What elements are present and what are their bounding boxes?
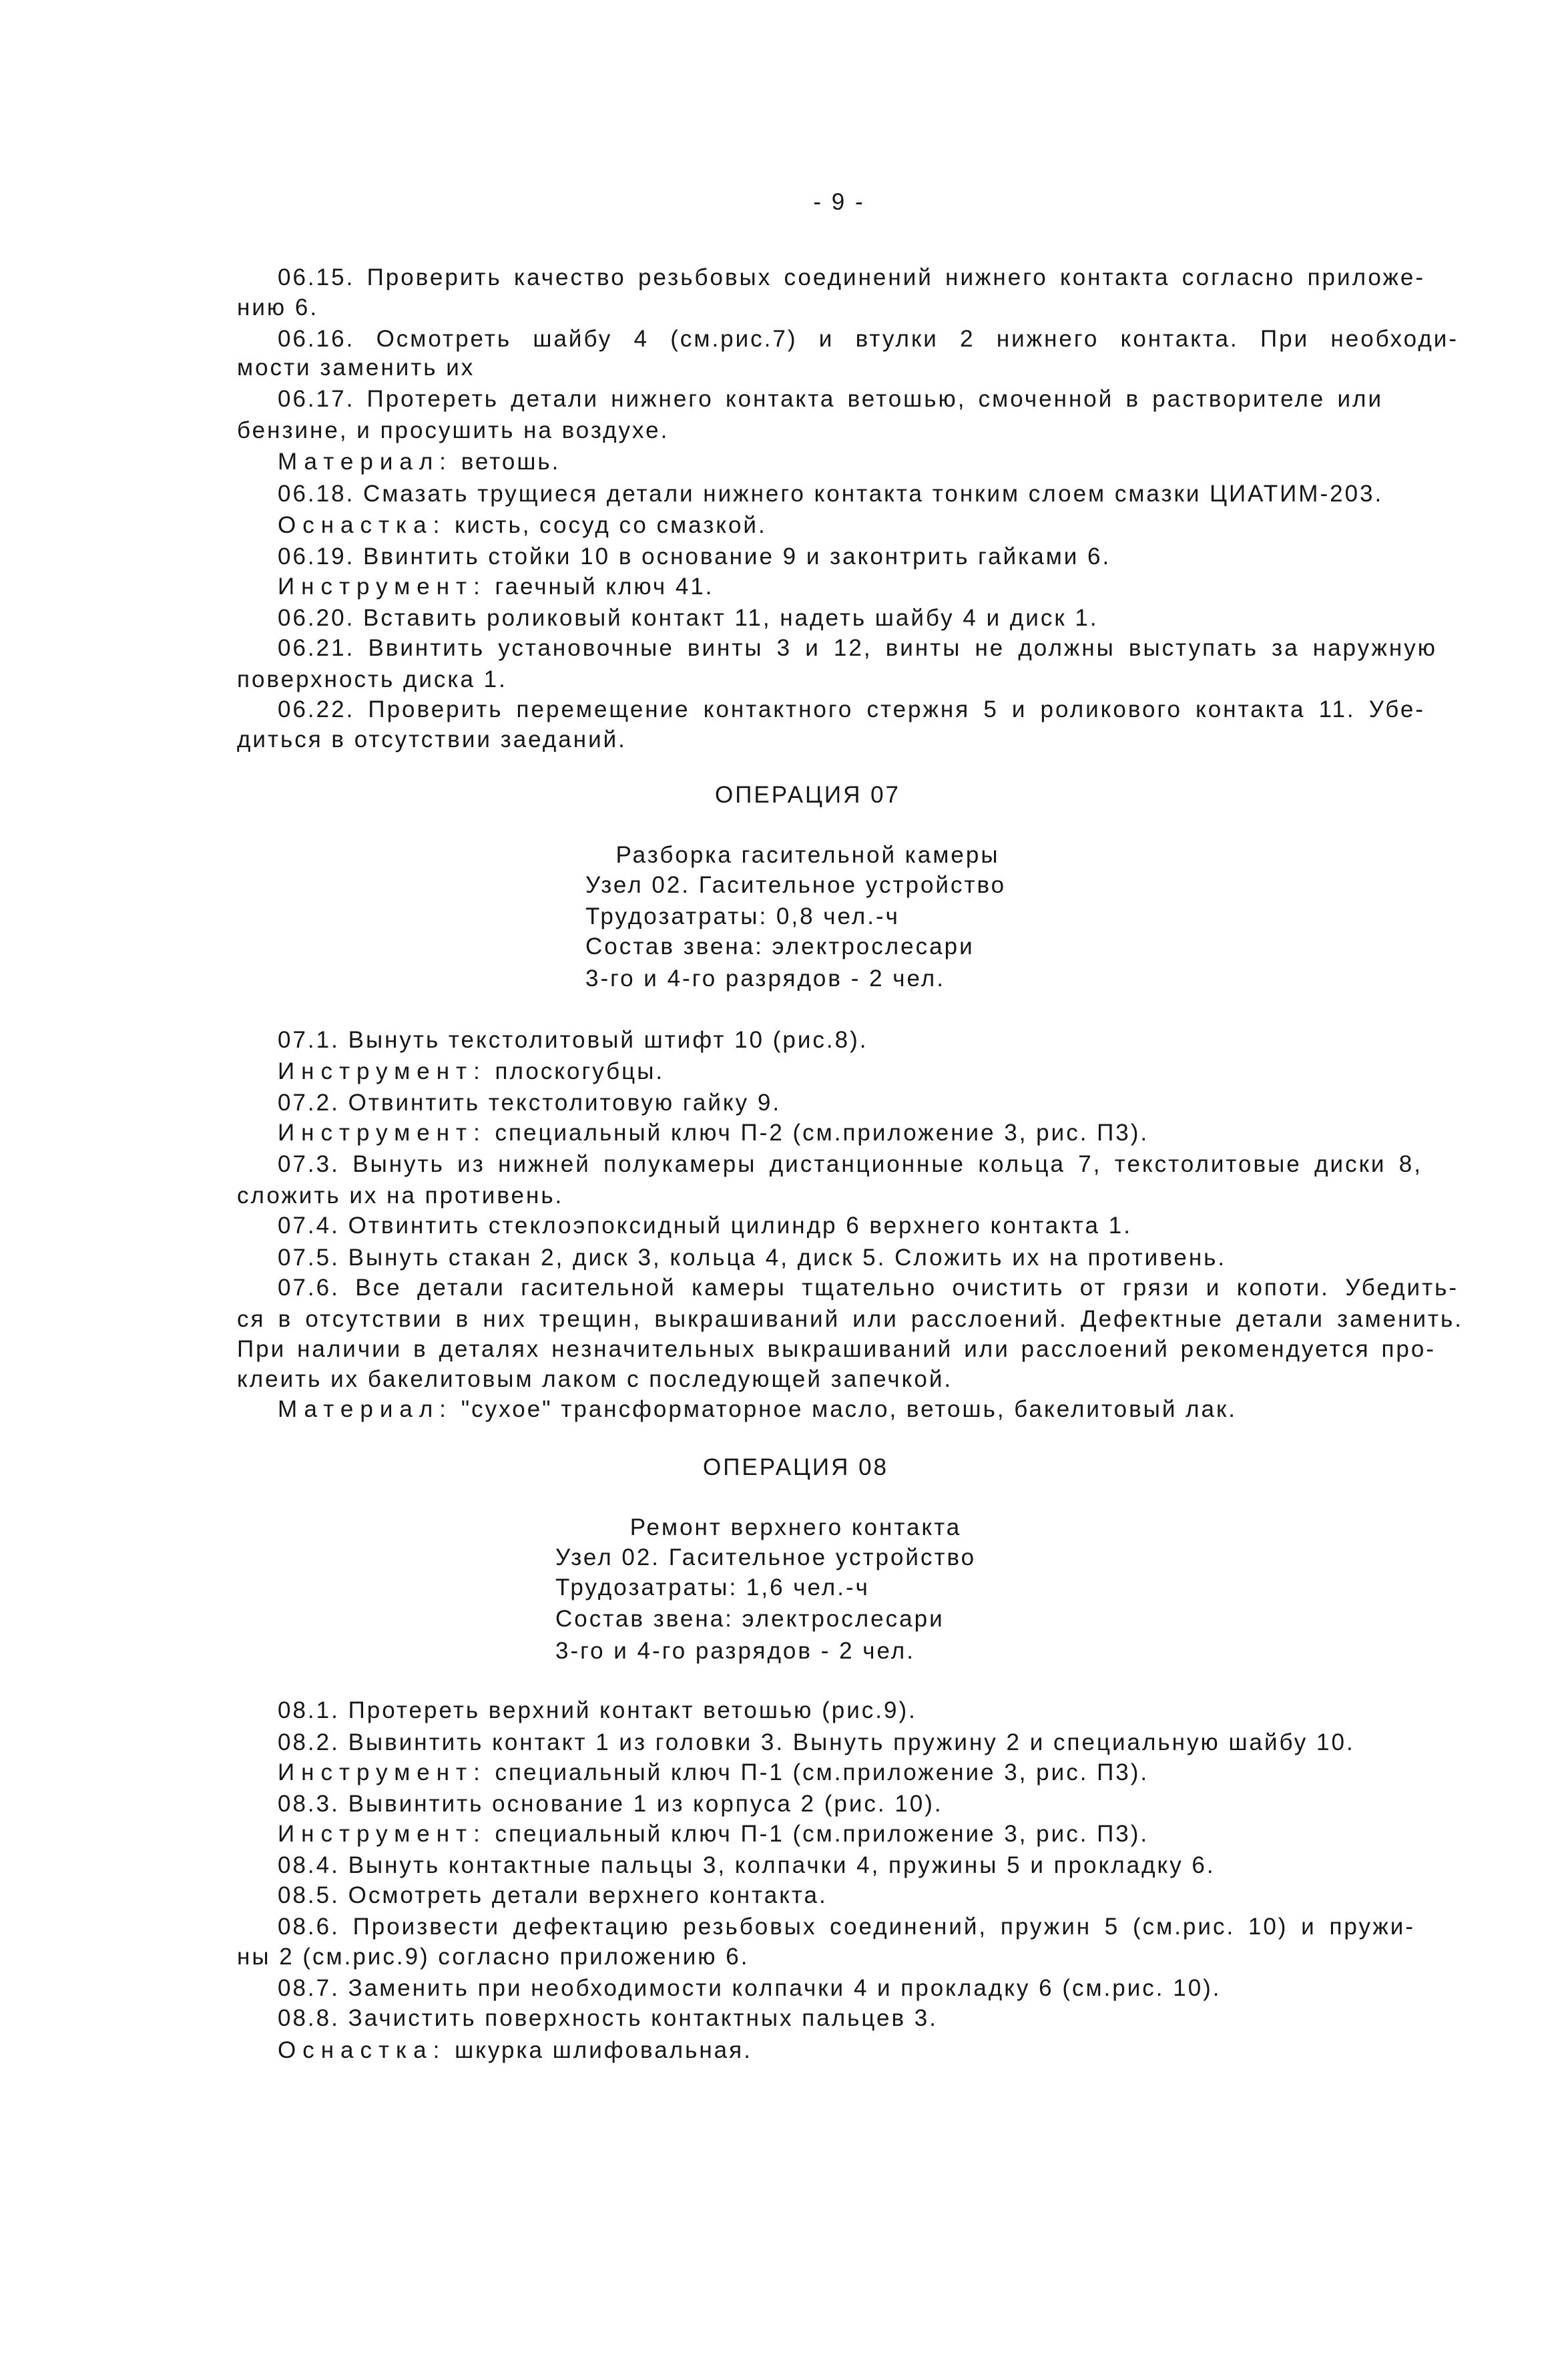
tool-label: Инструмент: <box>278 1120 487 1146</box>
step-text: Проверить качество резьбовых соединений нижнего контакта согласно приложе- <box>366 264 1425 290</box>
operation-07-labor: Трудозатраты: 0,8 чел.-ч <box>585 903 900 929</box>
step-number: 06.19. <box>278 544 355 570</box>
step-06-17-line-1 <box>278 384 1383 415</box>
step-number: 06.18. <box>278 481 355 507</box>
step-text: Вынуть текстолитовый штифт 10 (рис.8). <box>348 1027 868 1053</box>
equipment-label: Оснастка: <box>278 2037 447 2063</box>
material-value: "сухое" трансформаторное масло, ветошь, бакелитовый лак. <box>461 1396 1238 1422</box>
step-number: 08.3. <box>278 1791 340 1817</box>
step-06-22-line-1 <box>278 694 1425 725</box>
step-07-6-line-3: При наличии в деталях незначительных выкрашиваний или расслоений рекомендуется про- <box>237 1336 1436 1362</box>
step-number: 08.2. <box>278 1729 340 1755</box>
tool-value: специальный ключ П-1 (см.приложение 3, рис. П3). <box>495 1821 1149 1847</box>
step-text: Заменить при необходимости колпачки 4 и прокладку 6 (см.рис. 10). <box>348 1975 1222 2001</box>
material-value: ветошь. <box>461 449 561 475</box>
step-number: 06.16. <box>278 326 355 352</box>
step-number: 08.8. <box>278 2005 340 2031</box>
step-06-22-line-2: диться в отсутствии заеданий. <box>237 726 627 753</box>
step-08-2-line-1 <box>278 1727 1355 1758</box>
tool-label: Инструмент: <box>278 1821 487 1847</box>
operation-08-crew: Состав звена: электрослесари <box>555 1606 945 1632</box>
step-06-21-line-1 <box>278 633 1437 664</box>
operation-08-name: Ремонт верхнего контакта <box>629 1514 962 1540</box>
step-06-19-tool <box>278 572 714 602</box>
tool-value: гаечный ключ 41. <box>495 574 714 600</box>
step-08-3-tool <box>278 1819 1149 1850</box>
step-text: Ввинтить стойки 10 в основание 9 и законтрить гайками 6. <box>363 544 1111 570</box>
step-06-18-line-1 <box>278 479 1383 509</box>
step-text: Осмотреть шайбу 4 (см.рис.7) и втулки 2 нижнего контакта. При необходи- <box>376 326 1459 352</box>
step-number: 08.1. <box>278 1697 340 1723</box>
step-07-2-tool <box>278 1118 1149 1148</box>
step-text: Вывинтить основание 1 из корпуса 2 (рис. 10). <box>348 1791 943 1817</box>
step-number: 07.5. <box>278 1245 340 1271</box>
step-number: 08.4. <box>278 1852 340 1878</box>
step-text: Вывинтить контакт 1 из головки 3. Вынуть пружину 2 и специальную шайбу 10. <box>348 1729 1355 1755</box>
step-06-16-line-1 <box>278 324 1459 355</box>
material-label: Материал: <box>278 449 453 475</box>
step-number: 08.5. <box>278 1882 340 1908</box>
step-text: Отвинтить текстолитовую гайку 9. <box>348 1090 782 1116</box>
tool-value: плоскогубцы. <box>495 1058 665 1084</box>
step-08-5-line-1 <box>278 1880 828 1911</box>
step-06-20-line-1 <box>278 603 1099 634</box>
step-number: 06.15. <box>278 264 355 290</box>
tool-value: специальный ключ П-1 (см.приложение 3, рис. П3). <box>495 1759 1149 1785</box>
operation-07-crew: Состав звена: электрослесари <box>585 933 975 959</box>
step-08-2-tool <box>278 1757 1149 1788</box>
step-text: Вынуть контактные пальцы 3, колпачки 4, пружины 5 и прокладку 6. <box>348 1852 1216 1878</box>
step-07-6-material <box>278 1394 1237 1425</box>
tool-label: Инструмент: <box>278 1058 487 1084</box>
step-text: Ввинтить установочные винты 3 и 12, винты не должны выступать за наружную <box>368 635 1437 661</box>
step-text: Вынуть стакан 2, диск 3, кольца 4, диск 5. Сложить их на противень. <box>348 1245 1227 1271</box>
step-number: 06.17. <box>278 386 355 412</box>
step-08-7-line-1 <box>278 1973 1222 2004</box>
tool-label: Инструмент: <box>278 1759 487 1785</box>
step-06-21-line-2: поверхность диска 1. <box>237 666 507 692</box>
step-text: Протереть верхний контакт ветошью (рис.9). <box>348 1697 917 1723</box>
equipment-value: шкурка шлифовальная. <box>455 2037 752 2063</box>
step-number: 07.2. <box>278 1090 340 1116</box>
operation-08-unit: Узел 02. Гасительное устройство <box>555 1544 977 1570</box>
step-08-1-line-1 <box>278 1695 917 1726</box>
tool-label: Инструмент: <box>278 574 487 600</box>
step-08-6-line-1 <box>278 1912 1415 1942</box>
step-08-8-line-1 <box>278 2003 938 2034</box>
step-text: Все детали гасительной камеры тщательно очистить от грязи и копоти. Убедить- <box>355 1275 1459 1301</box>
step-number: 06.21. <box>278 635 355 661</box>
step-number: 07.3. <box>278 1151 340 1177</box>
step-07-1-tool <box>278 1056 664 1087</box>
step-07-3-line-2: сложить их на противень. <box>237 1183 564 1209</box>
step-07-6-line-4: клеить их бакелитовым лаком с последующей запечкой. <box>237 1366 953 1392</box>
step-number: 08.6. <box>278 1914 340 1940</box>
step-06-15-line-1 <box>278 262 1425 293</box>
step-text: Произвести дефектацию резьбовых соединений, пружин 5 (см.рис. 10) и пружи- <box>352 1914 1415 1940</box>
step-number: 07.1. <box>278 1027 340 1053</box>
step-text: Смазать трущиеся детали нижнего контакта тонким слоем смазки ЦИАТИМ-203. <box>363 481 1384 507</box>
page-number: - 9 - <box>813 189 865 215</box>
operation-08-title: ОПЕРАЦИЯ 08 <box>702 1454 889 1480</box>
step-number: 07.6. <box>278 1275 340 1301</box>
equipment-label: Оснастка: <box>278 512 447 538</box>
step-08-6-line-2: ны 2 (см.рис.9) согласно приложению 6. <box>237 1944 750 1970</box>
step-06-17-material <box>278 447 560 477</box>
step-07-2-line-1 <box>278 1088 781 1118</box>
step-number: 07.4. <box>278 1213 340 1239</box>
step-07-1-line-1 <box>278 1025 868 1056</box>
step-08-3-line-1 <box>278 1789 943 1820</box>
step-06-15-line-2: нию 6. <box>237 294 319 320</box>
step-text: Вынуть из нижней полукамеры дистанционные кольца 7, текстолитовые диски 8, <box>352 1151 1422 1177</box>
operation-07-grades: 3-го и 4-го разрядов - 2 чел. <box>585 966 945 992</box>
step-06-17-line-2: бензине, и просушить на воздухе. <box>237 417 670 443</box>
step-text: Осмотреть детали верхнего контакта. <box>348 1882 828 1908</box>
step-text: Вставить роликовый контакт 11, надеть шайбу 4 и диск 1. <box>363 605 1099 631</box>
step-07-5-line-1 <box>278 1243 1226 1273</box>
operation-07-name: Разборка гасительной камеры <box>615 842 1000 868</box>
operation-07-title: ОПЕРАЦИЯ 07 <box>714 782 901 808</box>
step-number: 06.20. <box>278 605 355 631</box>
operation-08-grades: 3-го и 4-го разрядов - 2 чел. <box>555 1638 915 1664</box>
step-number: 06.22. <box>278 696 355 722</box>
step-06-16-line-2: мости заменить их <box>237 355 475 381</box>
step-08-4-line-1 <box>278 1850 1216 1881</box>
material-label: Материал: <box>278 1396 453 1422</box>
step-08-8-equipment <box>278 2035 752 2066</box>
step-07-4-line-1 <box>278 1211 1132 1241</box>
step-06-18-equipment <box>278 510 767 541</box>
operation-07-unit: Узел 02. Гасительное устройство <box>585 872 1007 898</box>
step-07-6-line-1 <box>278 1273 1459 1303</box>
step-number: 08.7. <box>278 1975 340 2001</box>
step-06-19-line-1 <box>278 542 1111 572</box>
tool-value: специальный ключ П-2 (см.приложение 3, рис. П3). <box>495 1120 1149 1146</box>
equipment-value: кисть, сосуд со смазкой. <box>455 512 767 538</box>
operation-08-labor: Трудозатраты: 1,6 чел.-ч <box>555 1574 870 1600</box>
step-text: Проверить перемещение контактного стержня 5 и роликового контакта 11. Убе- <box>368 696 1425 722</box>
step-text: Отвинтить стеклоэпоксидный цилиндр 6 верхнего контакта 1. <box>348 1213 1132 1239</box>
step-07-6-line-2: ся в отсутствии в них трещин, выкрашиваний или расслоений. Дефектные детали заменить. <box>237 1306 1463 1332</box>
step-text: Протереть детали нижнего контакта ветошью, смоченной в растворителе или <box>366 386 1384 412</box>
step-text: Зачистить поверхность контактных пальцев 3. <box>348 2005 938 2031</box>
step-07-3-line-1 <box>278 1149 1422 1180</box>
